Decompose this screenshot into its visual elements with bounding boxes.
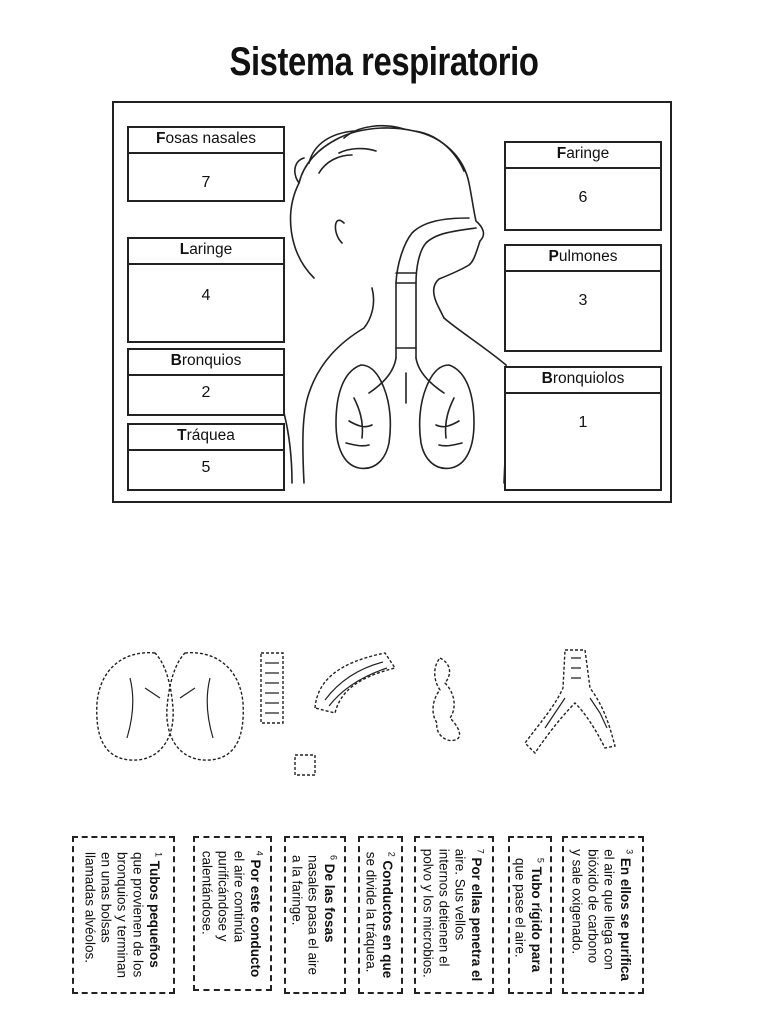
label-faringe: Faringe 6 (504, 141, 662, 231)
label-number: 1 (578, 414, 588, 431)
label-laringe: Laringe 4 (127, 237, 285, 343)
cutout-small-piece (295, 755, 315, 775)
arm-line (284, 413, 524, 483)
cutout-organs (85, 628, 645, 788)
card-6[interactable]: $^6$ De las fosas nasales pasa el aire a la faringe. (284, 836, 346, 994)
ear (335, 220, 344, 243)
head-outline (291, 128, 484, 318)
card-1[interactable]: $^1$ Tubos pequeños que provienen de los bronquios y terminan en unas bolsas llamadas alvéolos. (72, 836, 175, 994)
card-3[interactable]: $^3$ En ellos se purifica el aire que llega con bióxido de carbono y sale oxigenado. (562, 836, 644, 994)
label-number: 5 (201, 459, 211, 476)
label-number: 6 (578, 189, 588, 206)
label-number: 2 (201, 384, 211, 401)
label-number: 7 (201, 174, 211, 191)
label-traquea: Tráquea 5 (127, 423, 285, 491)
page-title: Sistema respiratorio (229, 40, 539, 84)
card-4[interactable]: $^4$ Por este conducto el aire continúa purificándose y calentándose. (193, 836, 272, 991)
body-outline (303, 288, 507, 483)
card-7[interactable]: $^7$ Por ellas penetra el aire. Sus vellos internos detienen el polvo y los microbios. (414, 836, 494, 994)
label-number: 3 (578, 292, 588, 309)
card-2[interactable]: $^2$ Conductos en que se divide la tráquea. (358, 836, 403, 994)
left-lung (336, 365, 390, 468)
label-bronquiolos: Bronquiolos 1 (504, 366, 662, 491)
hair (295, 126, 464, 183)
worksheet-panel (112, 101, 672, 503)
cutout-bronchioles (433, 658, 460, 741)
trachea (396, 218, 476, 358)
cutout-bronchi (525, 650, 615, 753)
label-fosas-nasales: Fosas nasales 7 (127, 126, 285, 202)
cutout-lungs (97, 653, 243, 760)
label-number: 4 (201, 287, 211, 304)
label-pulmones: Pulmones 3 (504, 244, 662, 352)
card-5[interactable]: $^5$ Tubo rígido para que pase el aire. (508, 836, 552, 994)
label-bronquios: Bronquios 2 (127, 348, 285, 416)
